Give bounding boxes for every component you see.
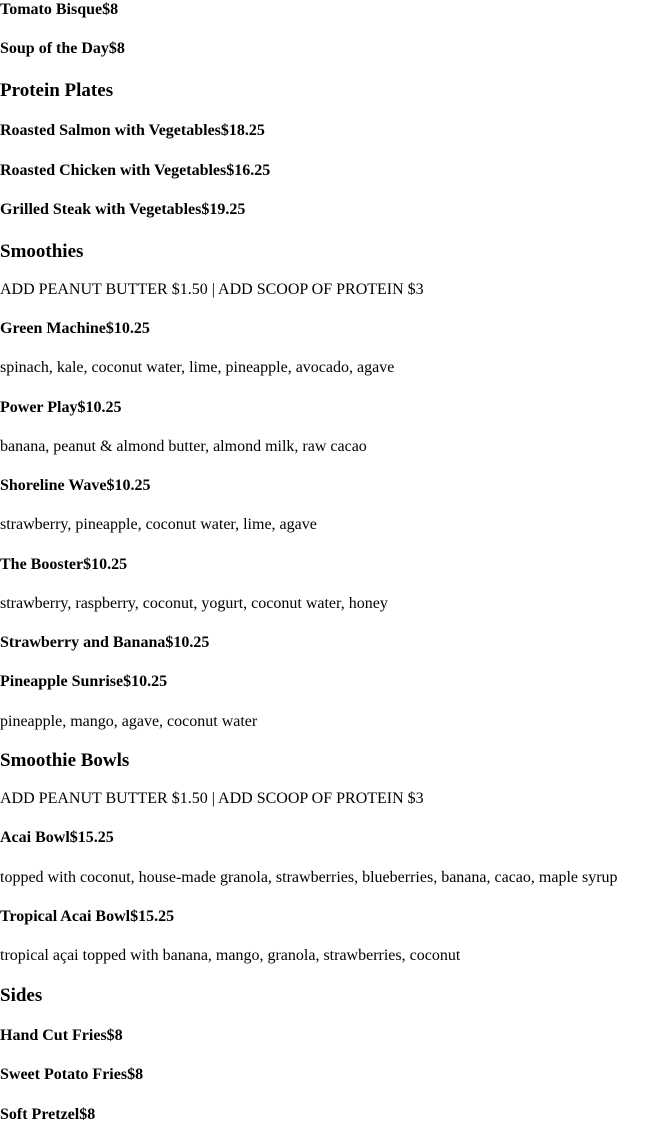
- item-name: Hand Cut Fries: [0, 1027, 107, 1044]
- menu-item-shoreline-wave: [0, 478, 151, 494]
- item-name: Shoreline Wave: [0, 477, 107, 494]
- item-description: pineapple, mango, agave, coconut water: [0, 713, 258, 730]
- item-name: Roasted Salmon with Vegetables: [0, 122, 221, 139]
- menu-item-grilled-steak: [0, 202, 245, 218]
- item-name: Roasted Chicken with Vegetables: [0, 162, 227, 179]
- item-price: $10.25: [106, 477, 151, 494]
- menu-item-hand-cut-fries: [0, 1028, 123, 1044]
- item-name: The Booster: [0, 556, 84, 573]
- item-price: $16.25: [226, 162, 271, 179]
- item-price: $8: [106, 1027, 123, 1044]
- item-description: spinach, kale, coconut water, lime, pineapple, avocado, agave: [0, 359, 395, 376]
- item-name: Acai Bowl: [0, 829, 70, 846]
- item-description: strawberry, raspberry, coconut, yogurt, coconut water, honey: [0, 595, 388, 612]
- menu-item-tropical-acai-bowl: [0, 909, 174, 925]
- smoothie-bowls-addons-note: ADD PEANUT BUTTER $1.50 | ADD SCOOP OF PROTEIN $3: [0, 790, 424, 807]
- section-heading-smoothies: Smoothies: [0, 241, 84, 262]
- item-name: Soup of the Day: [0, 40, 109, 57]
- item-price: $10.25: [77, 399, 122, 416]
- section-heading-smoothie-bowls: Smoothie Bowls: [0, 750, 130, 771]
- menu-item-strawberry-and-banana: [0, 635, 209, 651]
- item-description: tropical açai topped with banana, mango, granola, strawberries, coconut: [0, 947, 461, 964]
- item-name: Strawberry and Banana: [0, 634, 166, 651]
- menu-item-power-play: [0, 400, 121, 416]
- item-price: $10.25: [123, 673, 168, 690]
- menu-item-soup-of-the-day: [0, 41, 125, 57]
- menu-item-roasted-chicken: [0, 163, 270, 179]
- item-description: strawberry, pineapple, coconut water, lime, agave: [0, 516, 317, 533]
- item-name: Tomato Bisque: [0, 1, 103, 18]
- item-price: $15.25: [130, 908, 175, 925]
- item-name: Grilled Steak with Vegetables: [0, 201, 202, 218]
- item-price: $8: [79, 1106, 96, 1123]
- item-price: $18.25: [220, 122, 265, 139]
- item-name: Soft Pretzel: [0, 1106, 80, 1123]
- item-name: Power Play: [0, 399, 78, 416]
- item-description: banana, peanut & almond butter, almond milk, raw cacao: [0, 438, 367, 455]
- item-price: $8: [127, 1066, 144, 1083]
- item-name: Pineapple Sunrise: [0, 673, 124, 690]
- item-price: $10.25: [105, 320, 150, 337]
- section-heading-sides: Sides: [0, 985, 43, 1006]
- section-heading-protein-plates: Protein Plates: [0, 80, 114, 101]
- menu-item-green-machine: [0, 321, 150, 337]
- item-name: Green Machine: [0, 320, 106, 337]
- menu-item-tomato-bisque: [0, 2, 118, 18]
- item-price: $19.25: [201, 201, 246, 218]
- smoothies-addons-note: ADD PEANUT BUTTER $1.50 | ADD SCOOP OF PROTEIN $3: [0, 281, 424, 298]
- item-price: $8: [102, 1, 119, 18]
- menu-item-roasted-salmon: [0, 123, 265, 139]
- item-price: $10.25: [83, 556, 128, 573]
- item-price: $10.25: [165, 634, 210, 651]
- menu-item-sweet-potato-fries: [0, 1067, 143, 1083]
- item-price: $8: [108, 40, 125, 57]
- item-price: $15.25: [69, 829, 114, 846]
- item-name: Tropical Acai Bowl: [0, 908, 131, 925]
- menu-item-pineapple-sunrise: [0, 674, 167, 690]
- item-name: Sweet Potato Fries: [0, 1066, 128, 1083]
- menu-item-acai-bowl: [0, 830, 114, 846]
- menu-item-the-booster: [0, 557, 127, 573]
- item-description: topped with coconut, house-made granola, strawberries, blueberries, banana, cacao, maple syrup: [0, 869, 618, 886]
